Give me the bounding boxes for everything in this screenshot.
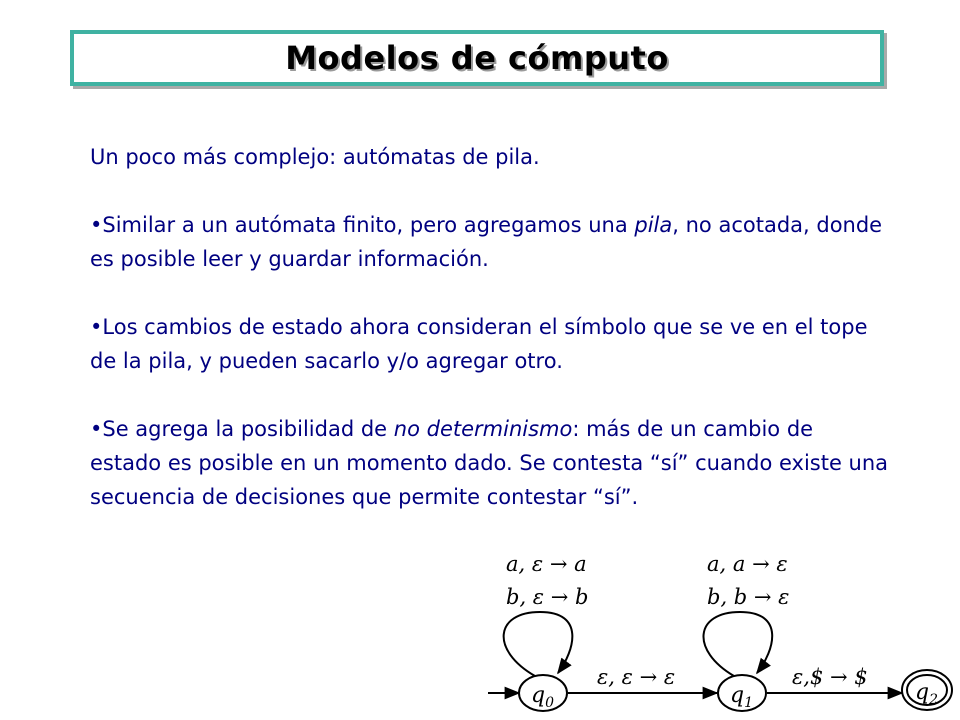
intro-text: Un poco más complejo: autómatas de pila. [90,145,540,169]
bullet-stack-end: , no acotada, donde es posible leer y guardar información. [90,213,883,271]
loop-q1 [703,612,772,676]
bullet-transitions: •Los cambios de estado ahora consideran el símbolo que se ve en el tope de la pila, y pueden sacarlo y/o agregar otro. [90,315,868,373]
loop-q0-label-2: b, ε → b [506,585,589,609]
loop-q1-label-1: a, a → ε [707,552,788,576]
bullet-nondet-end: : más de un cambio de estado es posible en un momento dado. Se contesta “sí” cuando existe una secuencia de decisiones que permite contestar “sí”. [90,417,889,509]
bullet-nondet-start: •Se agrega la posibilidad de [90,417,394,441]
bullet-stack-start: •Similar a un autómata finito, pero agregamos una [90,213,635,237]
page-title: Modelos de cómputo [285,39,669,77]
state-q0-sub: 0 [545,695,555,711]
loop-q0-label-1: a, ε → a [506,552,587,576]
state-q1 [718,675,766,711]
loop-q1-label-2: b, b → ε [707,585,790,609]
edge-q0-q1-label: ε, ε → ε [597,665,676,689]
state-q2 [902,670,952,710]
bullet-stack-emphasis: pila [634,213,673,237]
state-q0 [519,675,567,711]
loop-q0 [504,612,573,676]
state-q2-sub: 2 [929,692,939,708]
edge-q1-q2-label: ε,$ → $ [792,665,868,689]
state-q1-sub: 1 [744,695,754,711]
state-q1-name: q [730,683,745,708]
state-q2-name: q [915,680,930,705]
bullet-nondet-emphasis: no determinismo [393,417,573,441]
state-q0-name: q [531,683,546,708]
